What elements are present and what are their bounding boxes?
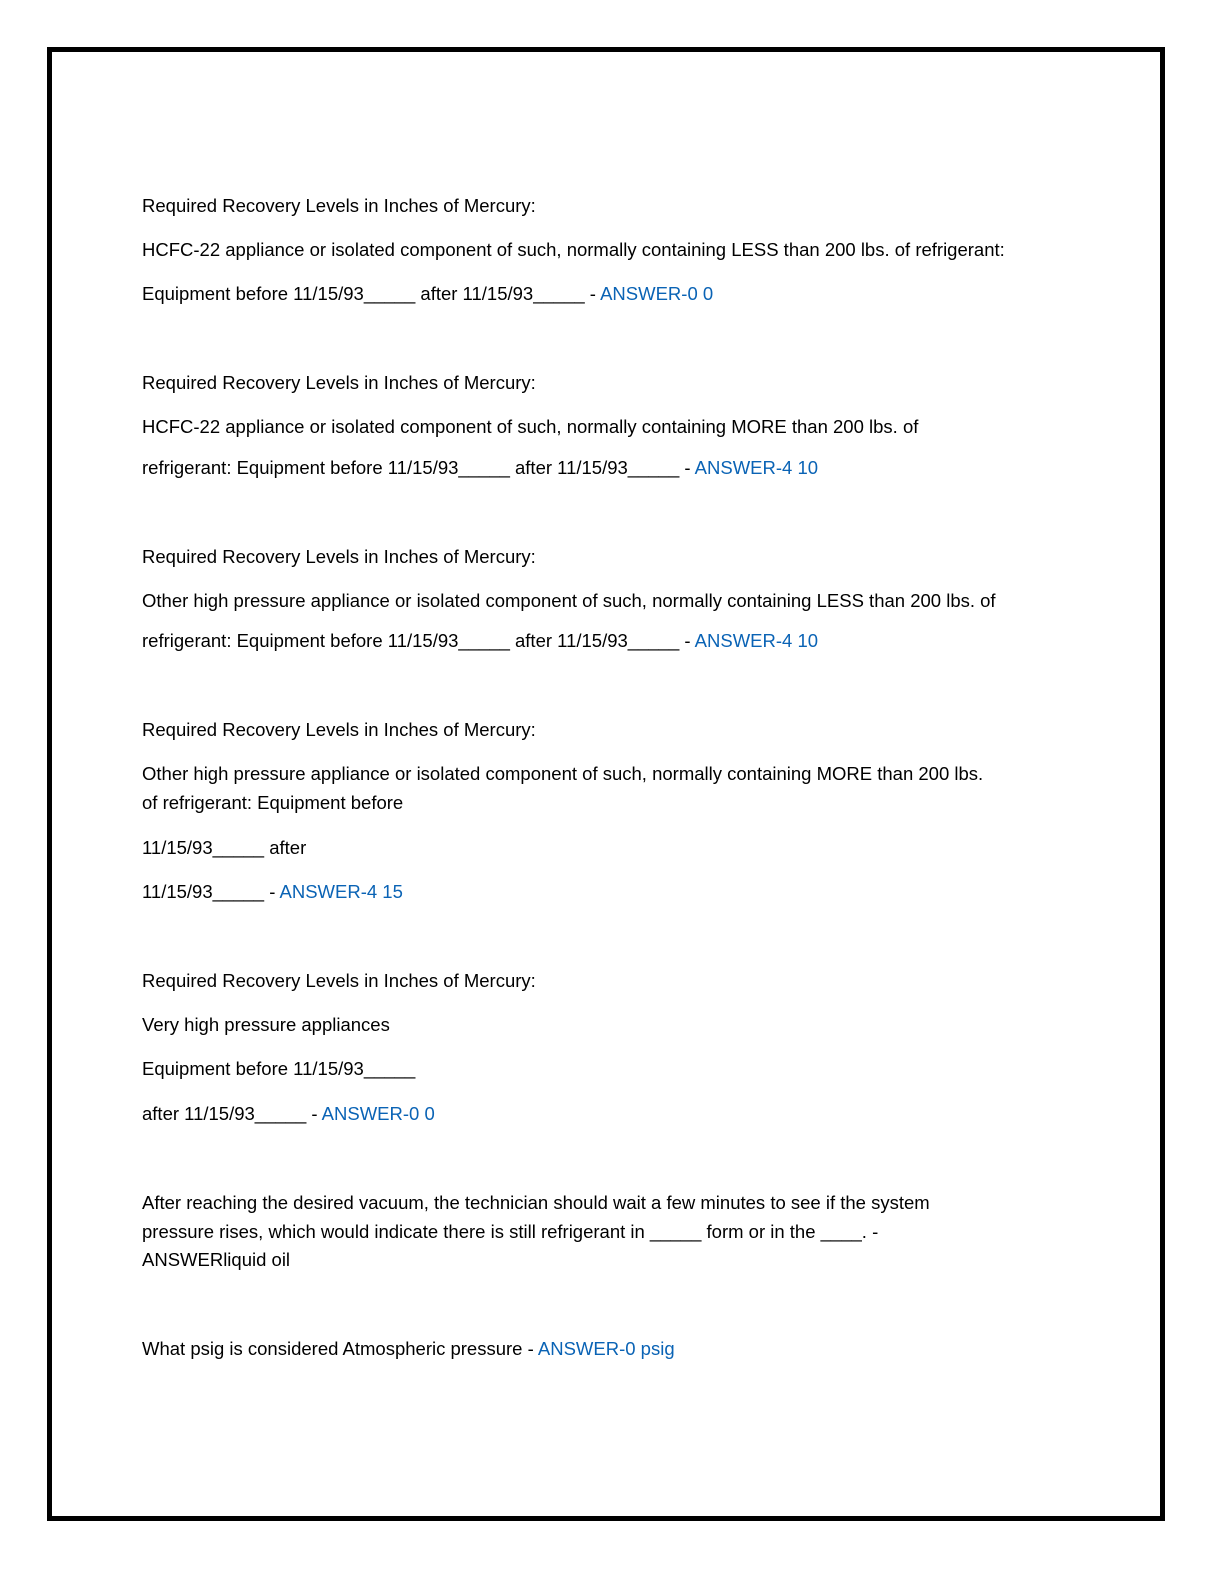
question-text: Other high pressure appliance or isolated component of such, normally containing LESS than 200 lbs. of (142, 590, 996, 611)
question-text: HCFC-22 appliance or isolated component of such, normally containing MORE than 200 lbs. of (142, 416, 919, 437)
question-text-fragment: 11/15/93_____ - (142, 881, 280, 902)
question-text: pressure rises, which would indicate there is still refrigerant in _____ form or in the ____. - (142, 1221, 879, 1242)
question-text-fragment: after 11/15/93_____ - (142, 1103, 322, 1124)
answer-text: ANSWER-4 10 (694, 630, 819, 651)
question-heading: Required Recovery Levels in Inches of Mercury: (142, 970, 536, 991)
answer-text: ANSWER-4 15 (279, 881, 403, 902)
answer-text: ANSWER-0 psig (537, 1338, 675, 1359)
question-text: HCFC-22 appliance or isolated component of such, normally containing LESS than 200 lbs. of refrigerant: (142, 239, 1005, 260)
question-text-fragment: refrigerant: Equipment before 11/15/93_____ after 11/15/93_____ - (142, 630, 695, 651)
question-heading: Required Recovery Levels in Inches of Mercury: (142, 719, 536, 740)
answer-text: ANSWER-4 10 (694, 457, 819, 478)
question-text: After reaching the desired vacuum, the technician should wait a few minutes to see if the system (142, 1192, 930, 1213)
question-text: Other high pressure appliance or isolated component of such, normally containing MORE than 200 lbs. (142, 763, 984, 784)
question-text (142, 453, 818, 482)
answer-text: ANSWERliquid oil (142, 1249, 291, 1270)
question-text: of refrigerant: Equipment before (142, 792, 404, 813)
question-text (142, 279, 713, 308)
question-text (142, 1334, 675, 1363)
answer-text: ANSWER-0 0 (321, 1103, 435, 1124)
question-heading: Required Recovery Levels in Inches of Mercury: (142, 372, 536, 393)
question-text-fragment: refrigerant: Equipment before 11/15/93_____ after 11/15/93_____ - (142, 457, 695, 478)
question-heading: Required Recovery Levels in Inches of Mercury: (142, 195, 536, 216)
answer-text: ANSWER-0 0 (600, 283, 714, 304)
question-text: Very high pressure appliances (142, 1014, 390, 1035)
question-text (142, 626, 818, 655)
question-text (142, 877, 403, 906)
question-text-fragment: Equipment before 11/15/93_____ after 11/15/93_____ - (142, 283, 601, 304)
question-text: Equipment before 11/15/93_____ (142, 1058, 416, 1079)
question-heading: Required Recovery Levels in Inches of Mercury: (142, 546, 536, 567)
question-text (142, 1099, 435, 1128)
question-text-fragment: What psig is considered Atmospheric pressure - (142, 1338, 538, 1359)
question-text: 11/15/93_____ after (142, 837, 307, 858)
